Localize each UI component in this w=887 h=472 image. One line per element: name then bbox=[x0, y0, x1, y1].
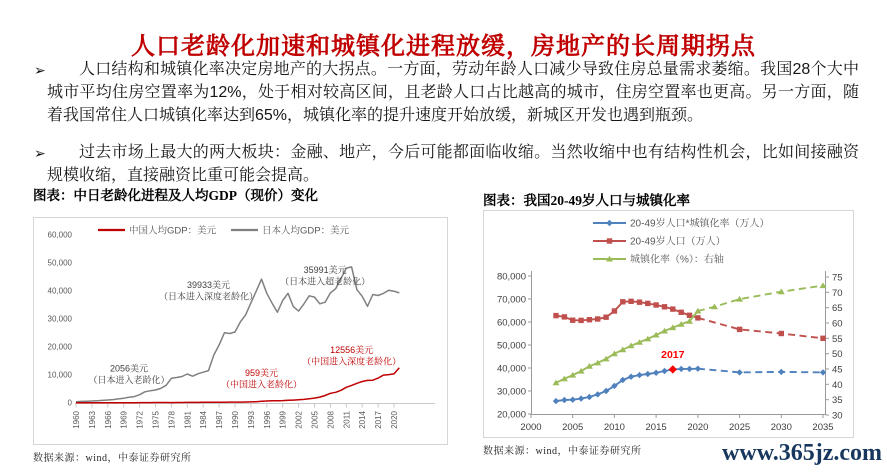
figure-title: 图表：我国20-49岁人口与城镇化率 bbox=[483, 193, 690, 208]
bullet-item bbox=[36, 58, 859, 127]
svg-text:20-49岁人口*城镇化率（万人）: 20-49岁人口*城镇化率（万人） bbox=[630, 218, 770, 230]
svg-text:20,000: 20,000 bbox=[496, 409, 526, 421]
svg-text:40,000: 40,000 bbox=[496, 363, 526, 375]
svg-text:2002: 2002 bbox=[294, 411, 304, 429]
svg-text:2030: 2030 bbox=[770, 422, 792, 433]
svg-text:50,000: 50,000 bbox=[47, 258, 72, 268]
svg-text:（日本进入老龄化）: （日本进入老龄化） bbox=[88, 374, 170, 385]
svg-text:50: 50 bbox=[832, 349, 843, 361]
svg-text:2020: 2020 bbox=[390, 411, 399, 429]
svg-text:0: 0 bbox=[67, 398, 72, 408]
svg-text:2000: 2000 bbox=[520, 422, 542, 433]
svg-text:20,000: 20,000 bbox=[47, 342, 72, 352]
svg-text:2010: 2010 bbox=[603, 422, 625, 433]
svg-text:2035: 2035 bbox=[812, 422, 834, 433]
svg-text:60: 60 bbox=[832, 318, 843, 330]
svg-text:70: 70 bbox=[832, 287, 843, 299]
svg-text:40: 40 bbox=[832, 379, 843, 391]
svg-text:2025: 2025 bbox=[729, 422, 751, 433]
figure-title: 图表：中日老龄化进程及人均GDP（现价）变化 bbox=[33, 188, 318, 203]
svg-text:1969: 1969 bbox=[119, 411, 129, 429]
svg-text:2056美元: 2056美元 bbox=[109, 363, 149, 374]
page-title: 人口老龄化加速和城镇化进程放缓，房地产的长周期拐点 bbox=[131, 33, 756, 61]
svg-text:（中国进入老龄化）: （中国进入老龄化） bbox=[220, 379, 303, 390]
svg-text:65: 65 bbox=[832, 303, 843, 315]
figure-population-urbanization bbox=[483, 193, 854, 457]
bullet-list bbox=[36, 58, 859, 187]
arrow-bullet-icon: ➢ bbox=[34, 145, 46, 161]
svg-text:35991美元: 35991美元 bbox=[303, 265, 347, 276]
svg-text:2015: 2015 bbox=[645, 422, 667, 433]
svg-text:12556美元: 12556美元 bbox=[330, 344, 374, 355]
svg-text:959美元: 959美元 bbox=[244, 368, 279, 379]
svg-text:日本人均GDP：美元: 日本人均GDP：美元 bbox=[262, 225, 350, 237]
svg-text:30: 30 bbox=[832, 410, 843, 422]
svg-text:2008: 2008 bbox=[326, 411, 336, 429]
svg-text:55: 55 bbox=[832, 333, 843, 345]
svg-text:80,000: 80,000 bbox=[496, 271, 526, 283]
svg-text:（中国进入深度老龄化）: （中国进入深度老龄化） bbox=[302, 356, 402, 367]
svg-text:1999: 1999 bbox=[278, 411, 288, 429]
figure-china-japan-gdp bbox=[33, 188, 448, 464]
svg-text:1978: 1978 bbox=[167, 411, 177, 429]
svg-text:中国人均GDP：美元: 中国人均GDP：美元 bbox=[129, 225, 217, 237]
svg-text:10,000: 10,000 bbox=[47, 370, 72, 380]
svg-text:75: 75 bbox=[832, 272, 843, 284]
svg-text:70,000: 70,000 bbox=[496, 294, 526, 306]
svg-text:60,000: 60,000 bbox=[47, 230, 72, 240]
svg-text:35: 35 bbox=[832, 395, 843, 407]
svg-text:1984: 1984 bbox=[199, 411, 209, 429]
data-source: 数据来源：wind，中泰证券研究所 bbox=[483, 446, 642, 457]
svg-text:1996: 1996 bbox=[262, 411, 272, 429]
arrow-bullet-icon: ➢ bbox=[34, 62, 46, 78]
svg-text:2020: 2020 bbox=[687, 422, 709, 433]
svg-text:2017: 2017 bbox=[661, 349, 685, 362]
data-source: 数据来源：wind，中泰证券研究所 bbox=[33, 453, 192, 464]
svg-text:40,000: 40,000 bbox=[47, 286, 72, 296]
svg-text:60,000: 60,000 bbox=[496, 317, 526, 329]
svg-text:（日本进入超老龄化）: （日本进入超老龄化） bbox=[280, 276, 371, 287]
aging-gdp-chart bbox=[33, 217, 448, 445]
svg-text:39933美元: 39933美元 bbox=[186, 280, 231, 291]
population-urbanization-chart bbox=[483, 210, 854, 438]
aging-gdp-line-chart bbox=[34, 218, 447, 444]
bullet-text: 人口结构和城镇化率决定房地产的大拐点。一方面，劳动年龄人口减少导致住房总量需求萎缩。我国28个大中城市平均住房空置率为12%，处于相对较高区间，且老龄人口占比越高的城市，住房空置率也更高。另一方面，随着我国常住人口城镇化率达到65%，城镇化率的提升速度开始放缓，新城区开发也遇到瓶颈。 bbox=[47, 61, 859, 124]
svg-text:（日本进入深度老龄化）: （日本进入深度老龄化） bbox=[158, 291, 259, 302]
svg-text:2014: 2014 bbox=[358, 411, 368, 429]
bullet-item bbox=[36, 141, 859, 187]
svg-text:2005: 2005 bbox=[310, 411, 320, 429]
svg-text:30,000: 30,000 bbox=[496, 386, 526, 398]
svg-text:50,000: 50,000 bbox=[496, 340, 526, 352]
svg-text:1981: 1981 bbox=[183, 411, 193, 429]
svg-text:20-49岁人口（万人）: 20-49岁人口（万人） bbox=[630, 236, 726, 248]
svg-text:2011: 2011 bbox=[342, 411, 352, 429]
svg-text:1990: 1990 bbox=[231, 411, 240, 429]
svg-text:30,000: 30,000 bbox=[47, 314, 72, 324]
svg-text:1972: 1972 bbox=[135, 411, 145, 429]
bullet-text: 过去市场上最大的两大板块：金融、地产，今后可能都面临收缩。当然收缩中也有结构性机会，比如间接融资规模收缩，直接融资比重可能会提高。 bbox=[47, 144, 859, 184]
population-urbanization-line-chart bbox=[484, 211, 853, 437]
svg-text:2017: 2017 bbox=[374, 411, 384, 429]
svg-text:城镇化率（%）：右轴: 城镇化率（%）：右轴 bbox=[630, 254, 724, 266]
svg-text:1963: 1963 bbox=[87, 411, 97, 429]
svg-text:1993: 1993 bbox=[246, 411, 256, 429]
svg-text:1960: 1960 bbox=[72, 411, 81, 429]
svg-text:1987: 1987 bbox=[215, 411, 225, 429]
svg-text:45: 45 bbox=[832, 364, 843, 376]
svg-text:1966: 1966 bbox=[103, 411, 113, 429]
svg-text:2005: 2005 bbox=[562, 422, 584, 433]
svg-text:1975: 1975 bbox=[151, 411, 161, 429]
site-watermark: www.365jz.com bbox=[722, 440, 882, 466]
